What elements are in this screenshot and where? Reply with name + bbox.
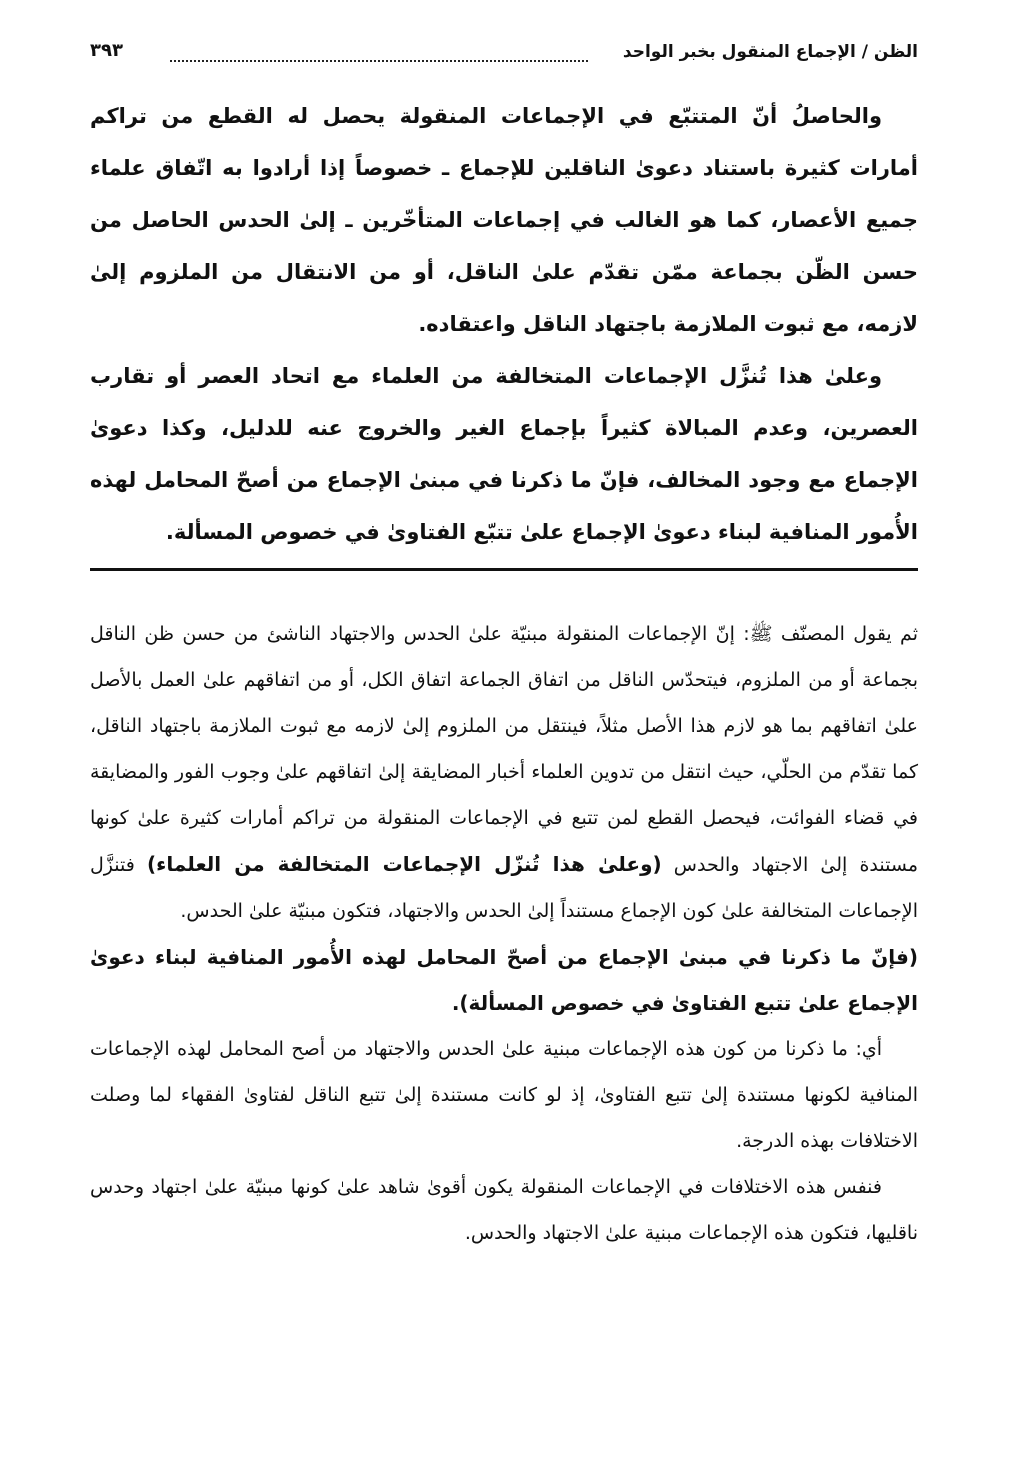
sharh-text: [90, 611, 918, 1256]
sharh-paragraph: [90, 611, 918, 934]
matn-paragraph: وعلىٰ هذا تُنزَّل الإجماعات المتخالفة من العلماء مع اتحاد العصر أو تقارب العصرين، وعدم المبالاة كثيراً بإجماع الغير والخروج عنه للدليل، وكذا دعوىٰ الإجماع مع وجود المخالف، فإنّ ما ذكرنا في مبنىٰ الإجماع من أصحّ المحامل لهذه الأُمور المنافية لبناء دعوىٰ الإجماع علىٰ تتبّع الفتاوىٰ في خصوص المسألة.: [90, 364, 918, 544]
header-title: الظن / الإجماع المنقول بخبر الواحد: [622, 42, 918, 62]
sharh-text-run: فتنزَّل الإجماعات المتخالفة علىٰ كون الإجماع مستنداً إلىٰ الحدس والاجتهاد، فتكون مبنيّة علىٰ الحدس.: [90, 854, 918, 922]
running-header: [90, 36, 918, 76]
header-leader-dots: [170, 60, 588, 62]
quoted-matn-paragraph: (فإنّ ما ذكرنا في مبنىٰ الإجماع من أصحّ المحامل لهذه الأُمور المنافية لبناء دعوىٰ الإجماع علىٰ تتبع الفتاوىٰ في خصوص المسألة).: [90, 945, 918, 1015]
quoted-matn: (وعلىٰ هذا تُنزّل الإجماعات المتخالفة من العلماء): [147, 852, 662, 876]
sharh-paragraph: فنفس هذه الاختلافات في الإجماعات المنقولة يكون أقوىٰ شاهد علىٰ كونها مبنيّة علىٰ اجتهاد وحدس ناقليها، فتكون هذه الإجماعات مبنية علىٰ الاجتهاد والحدس.: [90, 1176, 918, 1244]
book-page: [90, 36, 918, 1256]
matn-paragraph: والحاصلُ أنّ المتتبّع في الإجماعات المنقولة يحصل له القطع من تراكم أمارات كثيرة باستناد دعوىٰ الناقلين للإجماع ـ خصوصاً إذا أرادوا به اتّفاق علماء جميع الأعصار، كما هو الغالب في إجماعات المتأخّرين ـ إلىٰ الحدس الحاصل من حسن الظّن بجماعة ممّن تقدّم علىٰ الناقل، أو من الانتقال من الملزوم إلىٰ لازمه، مع ثبوت الملازمة باجتهاد الناقل واعتقاده.: [90, 104, 918, 336]
matn-text: [90, 90, 918, 558]
section-divider: [90, 568, 918, 571]
sharh-paragraph: أي: ما ذكرنا من كون هذه الإجماعات مبنية علىٰ الحدس والاجتهاد من أصح المحامل لهذه الإجماعات المنافية لكونها مستندة إلىٰ تتبع الفتاوىٰ، إذ لو كانت مستندة إلىٰ تتبع الناقل لفتاوىٰ الفقهاء لما وصلت الاختلافات بهذه الدرجة.: [90, 1038, 918, 1152]
page-number: ٣٩٣: [90, 40, 123, 61]
sharh-text-run: ثم يقول المصنّف ﷺ: إنّ الإجماعات المنقولة مبنيّة علىٰ الحدس والاجتهاد الناشئ من حسن ظن الناقل بجماعة أو من الملزوم، فيتحدّس الناقل من اتفاق الجماعة اتفاق الكل، أو من اتفاقهم علىٰ العمل بالأصل علىٰ اتفاقهم بما هو لازم هذا الأصل مثلاً، فينتقل من الملزوم إلىٰ لازمه مع ثبوت الملازمة باجتهاد الناقل، كما تقدّم من الحلّي، حيث انتقل من تدوين العلماء أخبار المضايقة إلىٰ اتفاقهم علىٰ وجوب الفور والمضايقة في قضاء الفوائت، فيحصل القطع لمن تتبع في الإجماعات المنقولة من تراكم أمارات كثيرة علىٰ كونها مستندة إلىٰ الاجتهاد والحدس: [90, 623, 918, 876]
